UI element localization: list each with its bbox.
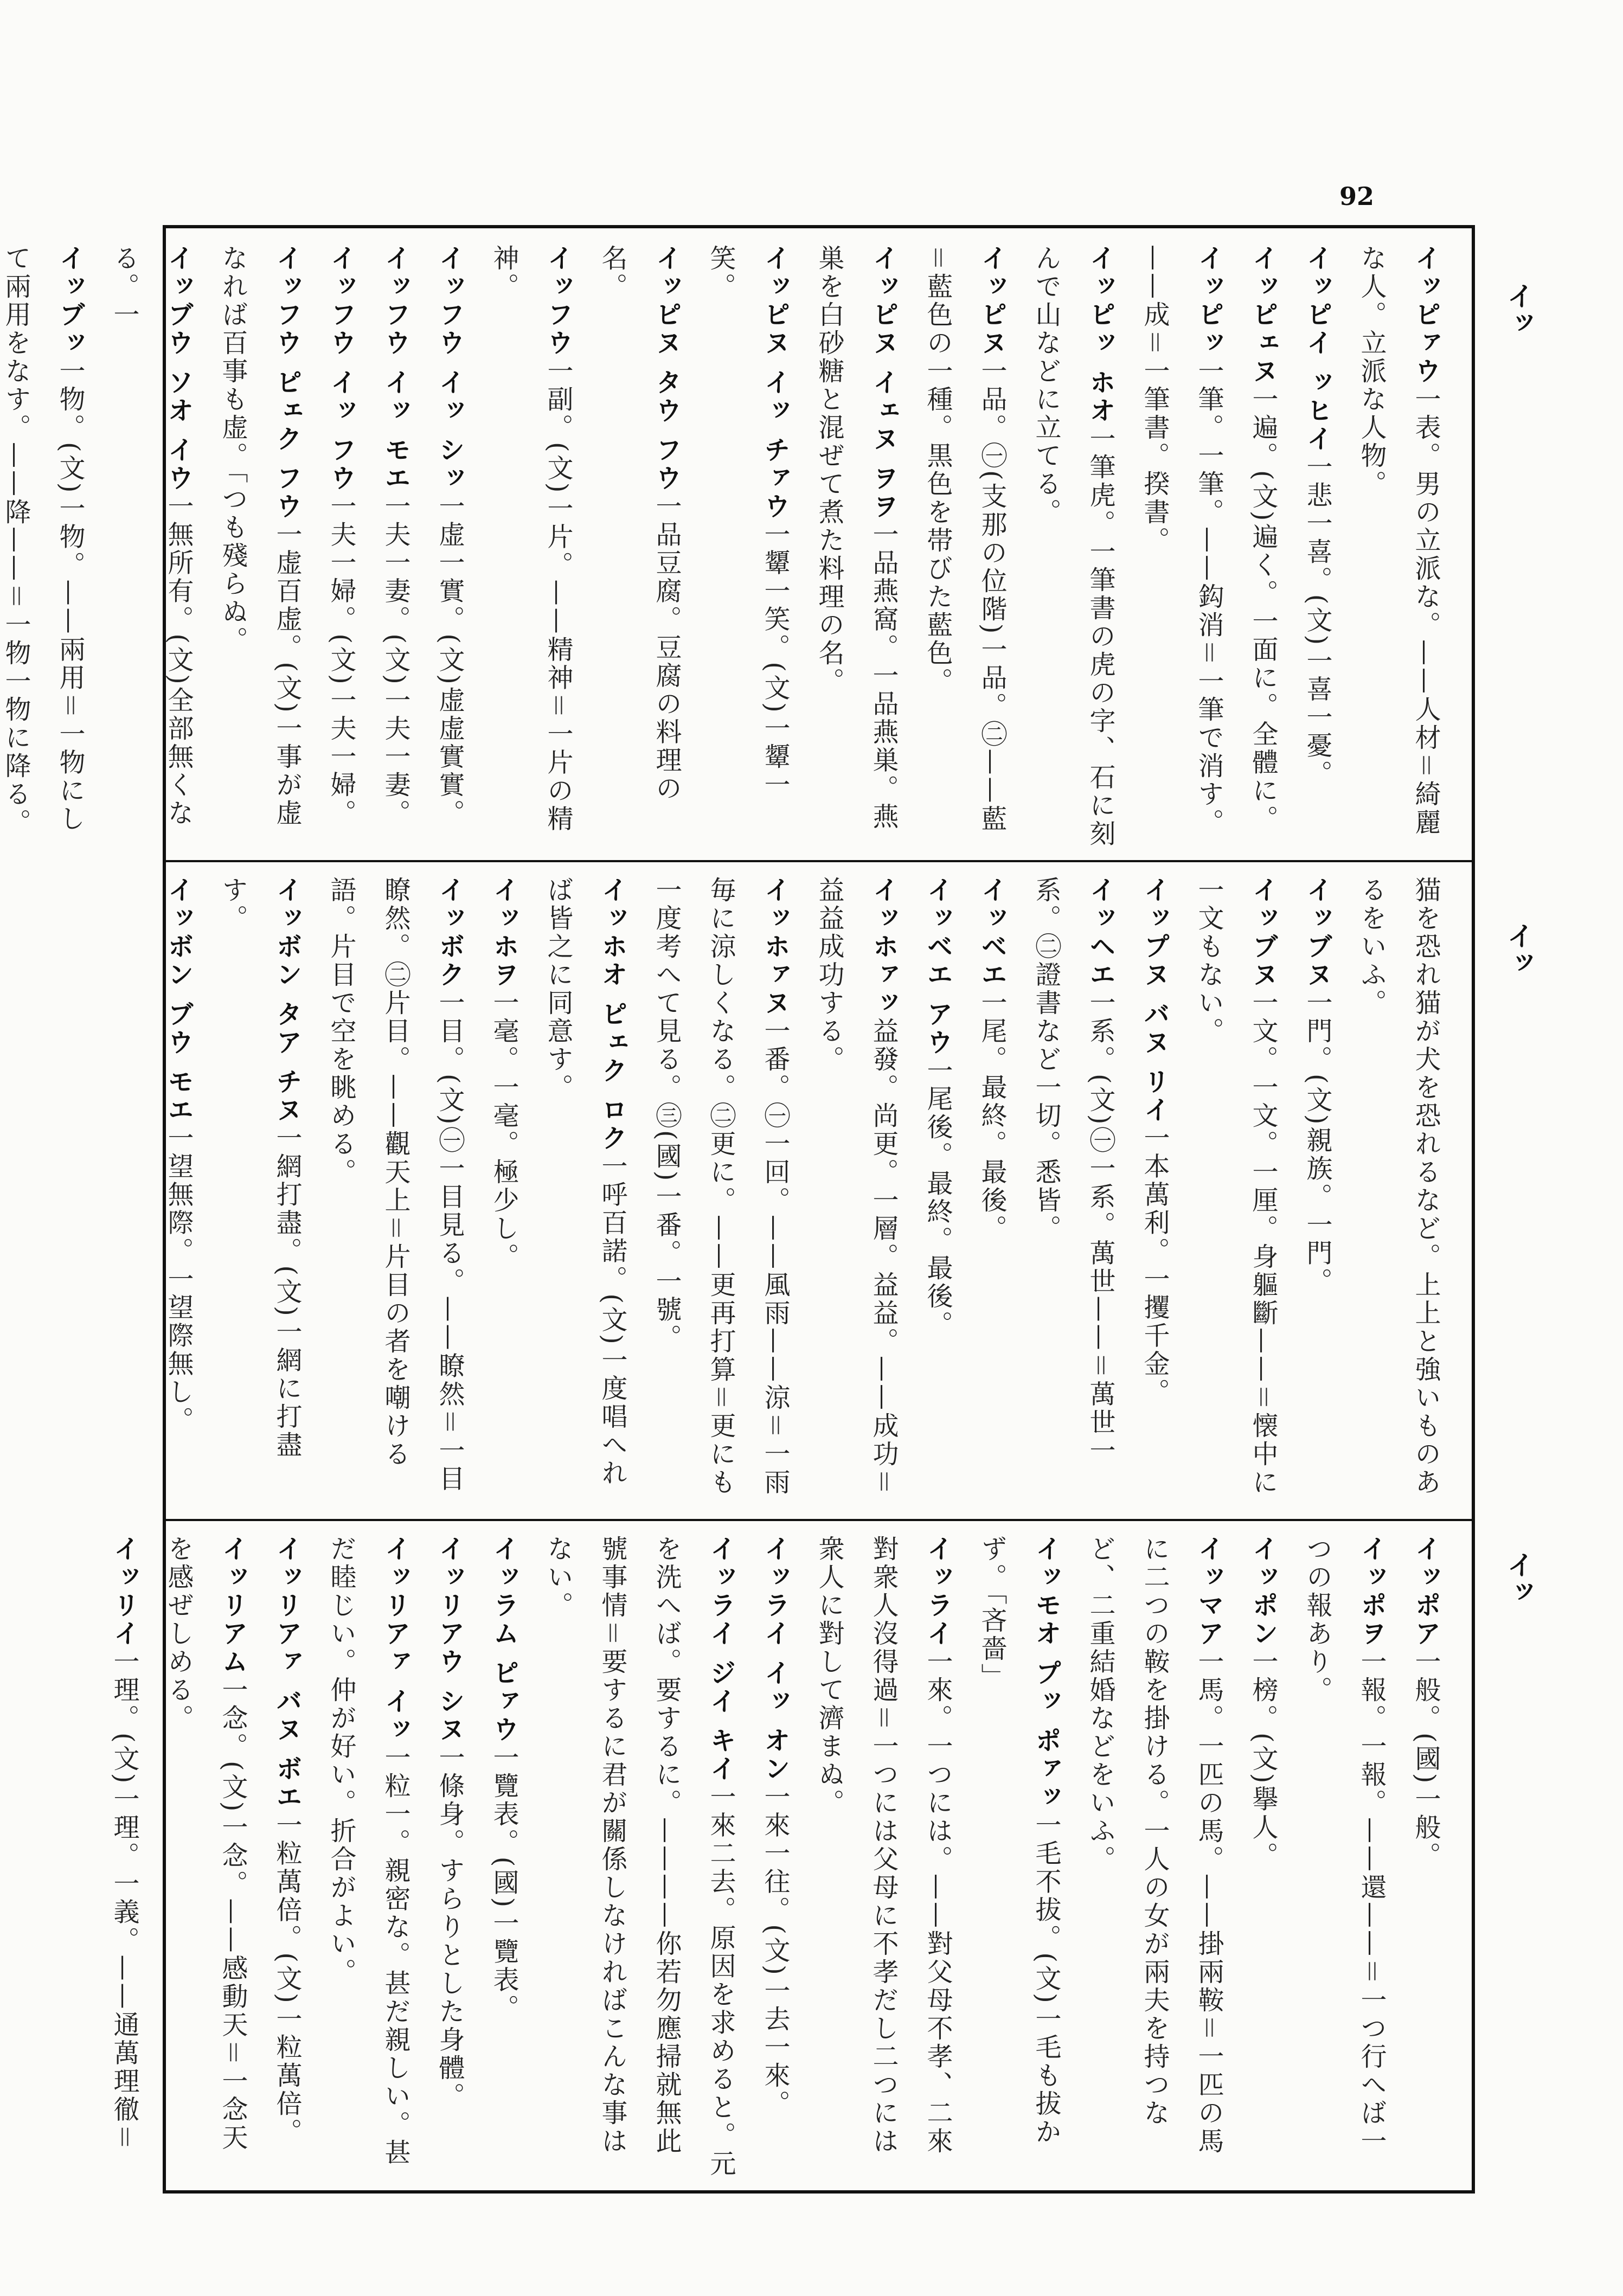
entry-definition: 一虚百虚。(文)一事が虚なれば百事も虚。「つも殘らぬ。	[217, 245, 302, 828]
page-number: 92	[1339, 182, 1375, 211]
entry-definition: 一品燕窩。一品燕巣。燕巣を白砂糖と混ぜて煮た料理の名。	[814, 245, 899, 831]
entry-definition: 一般。(國)一般。	[1410, 1648, 1441, 1870]
entry-definition: 一筆虎。一筆書の虎の字、石に刻んで山などに立てる。	[1031, 245, 1115, 848]
dictionary-entry	[965, 1535, 1073, 2179]
dictionary-entry	[694, 245, 802, 849]
dictionary-entry	[151, 1535, 260, 2179]
entry-headword: イッブヌ	[1302, 876, 1332, 989]
dictionary-entry	[585, 245, 694, 849]
dictionary-entry	[1344, 245, 1453, 849]
entry-definition: 一馬。一匹の馬。——掛兩鞍＝一匹の馬に二つの鞍を掛ける。一人の女が兩夫を持つなど、二重結婚などをいふ。	[1085, 1535, 1224, 2156]
dictionary-entry	[1344, 876, 1453, 1508]
entry-definition: 一本萬利。一攫千金。	[1139, 1124, 1170, 1407]
dictionary-entry	[1127, 245, 1236, 849]
entry-definition: 一副。(文)一片。——精神＝一片の精神。	[489, 245, 573, 833]
entry-definition: 一品豆腐。豆腐の料理の名。	[597, 245, 682, 803]
entry-definition: 一來二去。原因を求めると。元を洗へば。要するに。————你若勿應掃就無此號事情＝要するに君が關係しなければこんな事はない。	[543, 1535, 736, 2178]
entry-headword: イッピヌ	[977, 245, 1007, 357]
entry-definition: 一尾。最終。最後。	[977, 989, 1007, 1243]
entry-definition: 一覽表。(國)一覽表。	[489, 1743, 519, 2023]
entry-headword: イッホオ ピェク ロク	[597, 876, 627, 1153]
entry-definition: 一番。㊀一回。——風雨——涼＝一雨毎に涼しくなる。㊁更に。——更再打算＝更にも一度考へて見る。㊂(國)一番。一號。	[651, 876, 790, 1497]
entry-headword: イッピッ ホオ	[1085, 245, 1115, 425]
entry-headword: イッモオ プッ ポァッ	[1031, 1535, 1061, 1812]
entry-definition: 一顰一笑。(文)一顰一笑。	[705, 245, 790, 799]
entry-definition: 一目。(文)㊀一目見る。——瞭然＝一目瞭然。㊁片目。——觀天上＝片目の者を嘲ける語。片目で空を眺める。	[326, 876, 465, 1493]
entry-headword: イッホァヌ	[760, 876, 790, 1017]
dictionary-entry	[477, 245, 585, 849]
dictionary-entry	[260, 1535, 314, 2179]
entry-headword: イッピァウ	[1410, 245, 1441, 386]
side-label-middle: イッ	[1503, 922, 1534, 976]
dictionary-entry	[422, 245, 477, 849]
entry-definition: 一夫一婦。(文)一夫一婦。	[326, 492, 356, 828]
dictionary-entry	[422, 1535, 477, 2179]
side-label-top: イッ	[1503, 282, 1534, 336]
entry-headword: イッリアァ イッ	[380, 1535, 410, 1744]
entry-headword: イッフウ ピェク フウ	[272, 245, 302, 521]
entry-headword: イッホァッ	[868, 876, 899, 1017]
dictionary-entry	[368, 245, 422, 849]
dictionary-entry	[531, 876, 639, 1508]
entry-headword: イッフウ	[543, 245, 573, 357]
entry-headword: イッリイ	[109, 1535, 139, 1648]
entry-headword: イッベエ アウ	[922, 876, 953, 1057]
entry-headword: イップヌ バヌ リイ	[1139, 876, 1170, 1125]
entry-headword: イッピヌ イェヌ ヲヲ	[868, 245, 899, 521]
entry-headword: イッベエ	[977, 876, 1007, 989]
dictionary-entry	[477, 876, 531, 1508]
entry-headword: イッフウ イッ フウ	[326, 245, 356, 493]
dictionary-entry	[965, 876, 1019, 1508]
entry-headword: イッヘエ	[1085, 876, 1115, 989]
entry-headword: イッポヲ	[1356, 1535, 1387, 1648]
entry-definition: 猫を恐れ猫が犬を恐れるなど。上上と強いものあるをいふ。	[1356, 876, 1441, 1497]
entry-definition: 一品。㊀(支那の位階)一品。㊁——藍＝藍色の一種。黒色を帯びた藍色。	[922, 245, 1007, 833]
dictionary-entry	[1236, 1535, 1290, 2179]
entry-headword: イッピッ	[1194, 245, 1224, 357]
dictionary-entry	[206, 876, 314, 1508]
entry-headword: イッボク	[434, 876, 465, 989]
entry-headword: イッポア	[1410, 1535, 1441, 1648]
entry-definition: 一粒萬倍。(文)一粒萬倍。	[272, 1811, 302, 2146]
entry-headword: イッピイ ッヒイ	[1302, 245, 1332, 453]
entry-definition: 一望無際。一望際無し。	[163, 1124, 194, 1435]
entry-definition: 一來一往。(文)一去一來。	[760, 1783, 790, 2118]
dictionary-entry	[0, 245, 97, 849]
dictionary-frame	[1, 225, 1475, 2194]
dictionary-entry	[97, 1535, 151, 2179]
entry-definition: 一毫。一毫。極少し。	[489, 989, 519, 1271]
entry-headword: イッリアム	[217, 1535, 248, 1676]
dictionary-entry	[1182, 876, 1290, 1508]
entry-headword: イッピヌ イッ チァウ	[760, 245, 790, 521]
entry-definition: 一念。(文)一念。——感動天＝一念天を感ぜしめる。	[163, 1535, 248, 2152]
entry-definition: 一理。(文)一理。一義。——通萬理徹＝	[109, 1648, 139, 2152]
dictionary-entry	[206, 245, 314, 849]
entry-definition: 一表。男の立派な。——人材＝綺麗な人。立派な人物。	[1356, 245, 1441, 837]
entry-definition: 益發。尚更。一層。益益。——成功＝益益成功する。	[814, 876, 899, 1497]
side-label-bottom: イッ	[1503, 1551, 1534, 1605]
entry-headword: イッピヌ タウ フウ	[651, 245, 682, 493]
entry-headword: イッライ	[922, 1535, 953, 1648]
entry-definition: 一文。一文。一厘。身軀斷——＝懐中に一文もない。	[1194, 876, 1278, 1497]
entry-headword: イッボン ブウ モエ	[163, 876, 194, 1125]
dictionary-entry	[97, 245, 206, 849]
entry-definition: 一粒一。親密な。甚だ親しい。甚だ睦じい。仲が好い。折合がよい。	[326, 1535, 410, 2167]
entry-definition: 一條身。すらりとした身體。	[434, 1743, 465, 2111]
upper-band	[1, 228, 1472, 860]
dictionary-entry	[910, 245, 1019, 849]
entry-columns	[163, 876, 1453, 1508]
entry-headword: イッリアァ バヌ ボエ	[272, 1535, 302, 1812]
lower-band	[109, 1519, 1472, 2190]
dictionary-entry	[314, 245, 368, 849]
dictionary-entry	[1399, 1535, 1453, 2179]
entry-definition: 一榜。(文)擧人。	[1248, 1648, 1278, 1870]
entry-definition: 一無所有。(文)全部無くなる。一	[109, 245, 194, 828]
entry-definition: 一遍。(文)遍く。一面に。全體に。	[1248, 386, 1278, 833]
dictionary-entry	[802, 245, 910, 849]
entry-definition: 一來。一つには。——對父母不孝、二來對衆人沒得過＝一つには父母に不孝だし二つには衆人に對して濟まぬ。	[814, 1535, 953, 2156]
entry-definition: 一呼百諾。(文)一度唱へれば皆之に同意す。	[543, 876, 627, 1487]
dictionary-entry	[1290, 876, 1344, 1508]
entry-headword: イッラム ピァウ	[489, 1535, 519, 1744]
entry-headword: イッホヲ	[489, 876, 519, 989]
entry-definition: 一報。一報。——還——＝一つ行へば一つの報あり。	[1302, 1535, 1387, 2156]
entry-definition: 一筆。一筆。——鈎消＝一筆で消す。——成＝一筆書。揆書。	[1139, 245, 1224, 837]
dictionary-entry	[1127, 876, 1182, 1508]
dictionary-entry	[477, 1535, 531, 2179]
dictionary-entry	[1019, 245, 1127, 849]
dictionary-entry	[314, 1535, 422, 2179]
entry-definition: 一物。(文)一物。——兩用＝一物にして兩用をなす。——降——＝一物一物に降る。	[1, 245, 85, 837]
dictionary-entry	[802, 1535, 965, 2179]
entry-headword: イッマア	[1194, 1535, 1224, 1648]
entry-columns	[109, 1535, 1453, 2179]
dictionary-entry	[1290, 1535, 1399, 2179]
dictionary-entry	[1236, 245, 1290, 849]
dictionary-entry	[748, 1535, 802, 2179]
entry-headword: イッブウ ソオ イウ	[163, 245, 194, 493]
entry-headword: イッリアウ シヌ	[434, 1535, 465, 1744]
entry-headword: イッライ イッ オン	[760, 1535, 790, 1784]
dictionary-entry	[639, 876, 802, 1508]
middle-band	[163, 860, 1472, 1519]
entry-definition: 一虚一實。(文)虚虚實實。	[434, 492, 465, 828]
dictionary-entry	[531, 1535, 748, 2179]
entry-definition: 一夫一妻。(文)一夫一妻。	[380, 492, 410, 828]
entry-definition: 一網打盡。(文)一網に打盡す。	[217, 876, 302, 1459]
entry-columns	[1, 245, 1453, 849]
entry-headword: イッボン タア チヌ	[272, 876, 302, 1125]
entry-headword: イッフウ イッ シッ	[434, 245, 465, 493]
dictionary-entry	[151, 876, 206, 1508]
entry-headword: イッライ ジイ キイ	[705, 1535, 736, 1784]
dictionary-entry	[1019, 876, 1127, 1508]
entry-definition: 一悲一喜。(文)一喜一憂。	[1302, 453, 1332, 788]
entry-headword: イッポン	[1248, 1535, 1278, 1648]
dictionary-entry	[1290, 245, 1344, 849]
entry-definition: 一毛不拔。(文)一毛も拔かず。「吝嗇」	[977, 1535, 1061, 2146]
entry-headword: イッブヌ	[1248, 876, 1278, 989]
entry-headword: イッフウ イッ モエ	[380, 245, 410, 493]
dictionary-entry	[1073, 1535, 1236, 2179]
entry-headword: イッピェヌ	[1248, 245, 1278, 386]
dictionary-entry	[910, 876, 965, 1508]
dictionary-entry	[802, 876, 910, 1508]
entry-definition: 一門。(文)親族。一門。	[1302, 989, 1332, 1296]
dictionary-entry	[314, 876, 477, 1508]
entry-definition: 一系。(文)㊀一系。萬世——＝萬世一系。㊁證書など一切。悉皆。	[1031, 876, 1115, 1465]
entry-definition: 一尾後。最終。最後。	[922, 1056, 953, 1339]
entry-headword: イッブッ	[55, 245, 85, 357]
